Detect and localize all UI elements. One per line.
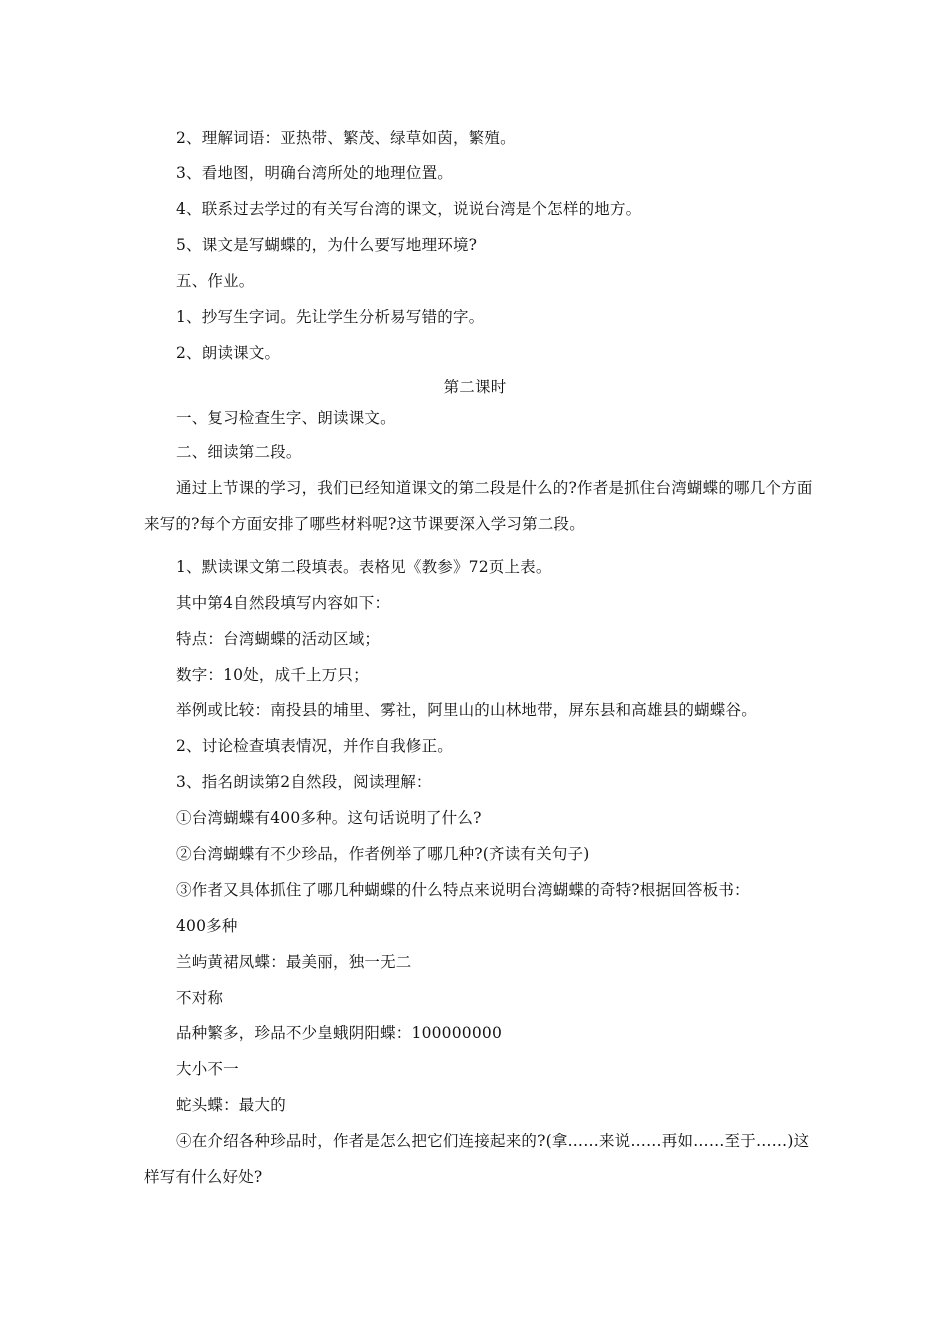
text-line: 1、默读课文第二段填表。表格见《教参》72页上表。 (176, 558, 552, 576)
question-line: ③作者又具体抓住了哪几种蝴蝶的什么特点来说明台湾蝴蝶的奇特?根据回答板书： (176, 881, 750, 899)
board-note: 品种繁多，珍品不少皇蛾阴阳蝶：100000000 (176, 1024, 503, 1042)
text-line: 4、联系过去学过的有关写台湾的课文，说说台湾是个怎样的地方。 (176, 200, 642, 218)
text-line: 其中第4自然段填写内容如下： (176, 594, 391, 612)
paragraph-text: ④在介绍各种珍品时，作者是怎么把它们连接起来的?(拿……来说……再如……至于……)这样写有什么好处? (144, 1132, 810, 1186)
section-heading: 一、复习检查生字、朗读课文。 (176, 409, 396, 427)
section-heading: 五、作业。 (176, 272, 255, 290)
lesson-title: 第二课时 (443, 378, 507, 396)
board-note: 400多种 (176, 917, 238, 935)
text-line: 特点：台湾蝴蝶的活动区域； (176, 630, 381, 648)
text-line: 2、讨论检查填表情况，并作自我修正。 (176, 737, 453, 755)
paragraph (144, 1123, 814, 1195)
board-note: 大小不一 (176, 1060, 239, 1078)
board-note: 不对称 (176, 989, 224, 1007)
text-line: 3、看地图，明确台湾所处的地理位置。 (176, 164, 453, 182)
text-line: 5、课文是写蝴蝶的，为什么要写地理环境? (176, 236, 478, 254)
text-line: 1、抄写生字词。先让学生分析易写错的字。 (176, 308, 485, 326)
text-line: 数字：10处，成千上万只； (176, 666, 369, 684)
text-line: 2、朗读课文。 (176, 344, 281, 362)
section-heading: 二、细读第二段。 (176, 443, 302, 461)
paragraph (144, 470, 814, 542)
paragraph-text: 通过上节课的学习，我们已经知道课文的第二段是什么的?作者是抓住台湾蝴蝶的哪几个方面来写的?每个方面安排了哪些材料呢?这节课要深入学习第二段。 (144, 479, 813, 533)
text-line: 2、理解词语：亚热带、繁茂、绿草如茵，繁殖。 (176, 129, 516, 147)
text-line: 举例或比较：南投县的埔里、雾社，阿里山的山林地带，屏东县和高雄县的蝴蝶谷。 (176, 701, 757, 719)
question-line: ①台湾蝴蝶有400多种。这句话说明了什么? (176, 809, 482, 827)
text-line: 3、指名朗读第2自然段，阅读理解： (176, 773, 432, 791)
question-line: ②台湾蝴蝶有不少珍品，作者例举了哪几种?(齐读有关句子) (176, 845, 590, 863)
board-note: 兰屿黄裙凤蝶：最美丽，独一无二 (176, 953, 412, 971)
board-note: 蛇头蝶：最大的 (176, 1096, 286, 1114)
